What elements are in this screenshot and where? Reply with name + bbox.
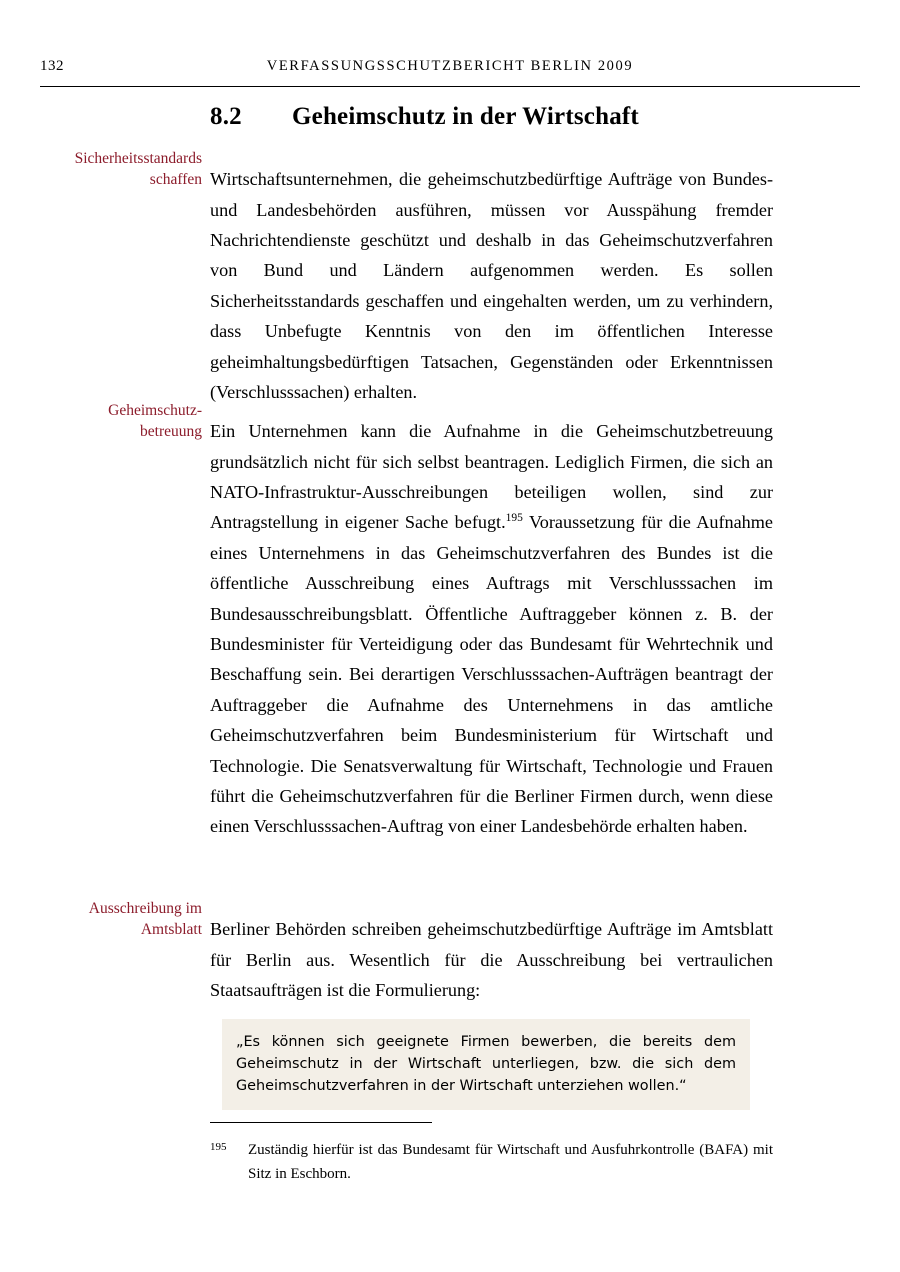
footnote — [210, 1138, 773, 1186]
page-number: 132 — [40, 58, 64, 74]
section-number: 8.2 — [210, 103, 242, 130]
paragraph-2-part-b: Voraussetzung für die Aufnahme eines Unternehmens in das Geheimschutzverfahren des Bundes ist die öffentliche Ausschreibung eines Auftrags mit Verschlusssachen im Bundesausschreibungsblatt. Öffentliche Auftraggeber können z. B. der Bundesminister für Verteidigung oder das Bundesamt für Wehrtechnik und Beschaffung sein. Bei derartigen Verschlusssachen-Aufträgen beantragt der Auftraggeber die Aufnahme des Unternehmens in das amtliche Geheimschutzverfahren beim Bundesministerium für Wirtschaft und Technologie. Die Senatsverwaltung für Wirtschaft, Technologie und Frauen führt die Geheimschutzverfahren für die Berliner Firmen durch, wenn diese einen Verschlusssachen-Auftrag von einer Landesbehörde erhalten haben. — [210, 512, 773, 837]
running-head — [40, 58, 860, 84]
footnote-number: 195 — [210, 1141, 227, 1153]
running-title: VERFASSUNGSSCHUTZBERICHT BERLIN 2009 — [266, 58, 634, 74]
footnote-text: Zuständig hierfür ist das Bundesamt für Wirtschaft und Ausfuhrkontrolle (BAFA) mit Sitz in Eschborn. — [248, 1142, 773, 1182]
marginal-note-3: Ausschreibung im Amtsblatt — [88, 900, 202, 938]
paragraph-1: Wirtschaftsunternehmen, die geheimschutzbedürftige Aufträge von Bundes- und Landesbehörden ausführen, müssen vor Ausspähung fremder Nachrichtendienste geschützt und deshalb in das Geheimschutzverfahren von Bund und Ländern aufgenommen werden. Es sollen Sicherheitsstandards geschaffen und eingehalten werden, um zu verhindern, dass Unbefugte Kenntnis von den im öffentlichen Interesse geheimhaltungsbedürftigen Tatsachen, Gegenständen oder Erkenntnissen (Verschlusssachen) erhalten. — [210, 169, 773, 403]
footnote-marker: 195 — [505, 512, 523, 525]
paragraph-2-part-a: Ein Unternehmen kann die Aufnahme in die Geheimschutzbetreuung grundsätzlich nicht für sich selbst beantragen. Lediglich Firmen, die sich an NATO-Infrastruktur-Ausschreibungen beteiligen wollen, sind zur Antragstellung in eigener Sache befugt. — [210, 421, 773, 533]
marginal-note-1: Sicherheitsstandards schaffen — [74, 150, 202, 188]
paragraph-2 — [210, 416, 773, 842]
quote-box: „Es können sich geeignete Firmen bewerben, die bereits dem Geheimschutz in der Wirtschaft unterliegen, bzw. die sich dem Geheimschutzverfahren in der Wirtschaft unterziehen wollen.“ — [222, 1019, 750, 1110]
marginal-note-2: Geheimschutz- betreuung — [108, 402, 202, 440]
paragraph-3: Berliner Behörden schreiben geheimschutzbedürftige Aufträge im Amtsblatt für Berlin aus. Wesentlich für die Ausschreibung bei vertraulichen Staatsaufträgen ist die Formulierung: — [210, 919, 773, 1000]
header-rule — [40, 86, 860, 87]
section-title: Geheimschutz in der Wirtschaft — [292, 103, 639, 130]
footnote-rule — [210, 1122, 432, 1123]
section-heading — [210, 102, 860, 132]
